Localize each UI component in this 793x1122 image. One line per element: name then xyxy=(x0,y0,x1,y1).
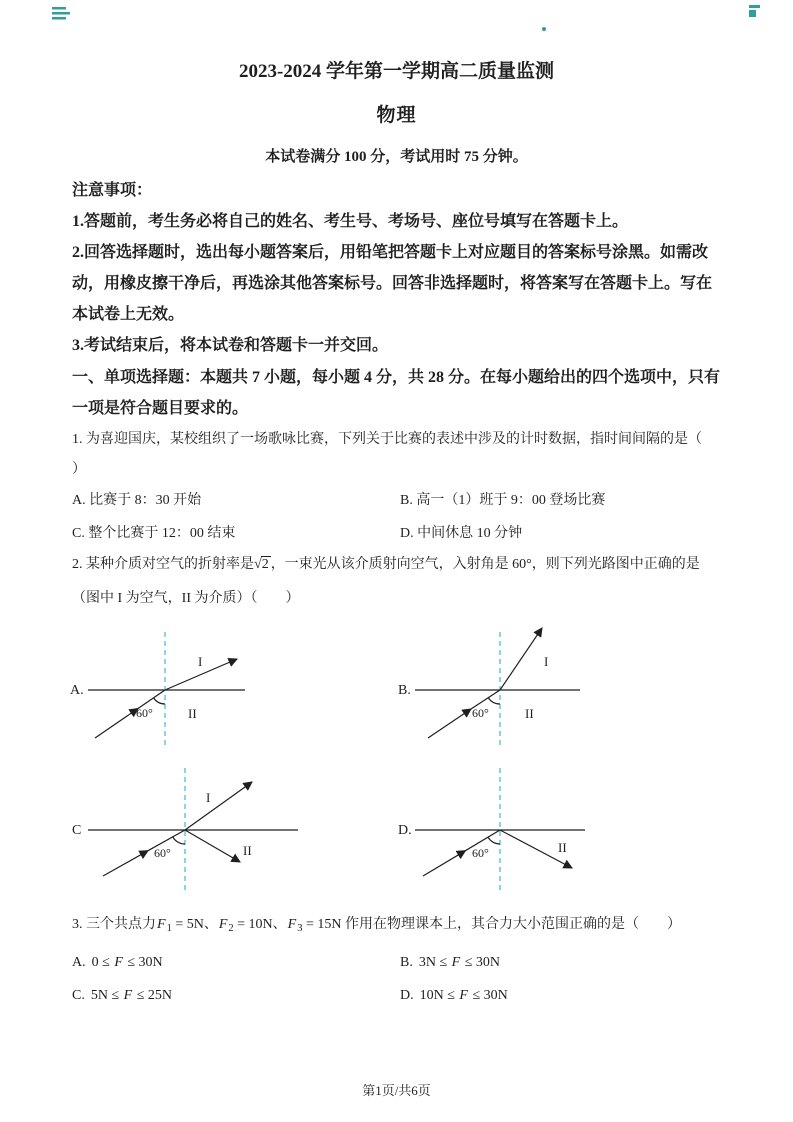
section-heading-line-1: 一、单项选择题：本题共 7 小题，每小题 4 分，共 28 分。在每小题给出的四个选项中，只有 xyxy=(72,369,721,386)
angle-arc xyxy=(154,698,166,704)
force-value-2: = 10N、 xyxy=(233,917,287,932)
region-ii-label: II xyxy=(188,706,197,721)
incident-ray xyxy=(103,851,148,876)
q3-suffix: 作用在物理课本上，其合力大小范围正确的是（ ） xyxy=(344,917,681,932)
diagram-d-label: D. xyxy=(398,823,412,838)
region-i-label: I xyxy=(198,654,203,669)
q3-option-d-before: 10N ≤ xyxy=(419,988,459,1003)
notice-item-1: 1.答题前，考生务必将自己的姓名、考生号、考场号、座位号填写在答题卡上。 xyxy=(72,213,629,230)
diagram-b-figure xyxy=(390,622,660,762)
q3-option-a-after: ≤ 30N xyxy=(123,955,163,970)
incident-ray xyxy=(423,851,465,876)
reflected-ray xyxy=(185,830,240,862)
angle-label: 60° xyxy=(472,846,489,860)
section-heading-line-2: 一项是符合题目要求的。 xyxy=(72,400,249,417)
diagram-c-label: C xyxy=(72,823,82,838)
notice-heading: 注意事项： xyxy=(72,182,153,199)
force-subscript-2: 2 xyxy=(228,923,234,934)
force-value-3: = 15N xyxy=(302,917,345,932)
force-subscript-1: 1 xyxy=(166,923,172,934)
refracted-ray xyxy=(500,628,542,690)
question-3-text xyxy=(72,916,728,936)
page-number: 第1页/共6页 xyxy=(362,1083,431,1098)
diagram-option-c xyxy=(60,762,370,902)
region-i-label: I xyxy=(206,790,211,805)
incident-ray xyxy=(428,709,471,738)
resultant-force-symbol: F xyxy=(123,988,133,1003)
force-subscript-3: 3 xyxy=(297,923,303,934)
question-2-text-line-2: （图中 I 为空气，II 为介质）（ ） xyxy=(72,591,300,606)
q3-option-a xyxy=(72,954,163,972)
question-1-text-line-1: 1. 为喜迎国庆，某校组织了一场歌咏比赛，下列关于比赛的表述中涉及的计时数据，指时间间隔的是（ xyxy=(72,432,702,447)
radical-sign: √ xyxy=(254,557,262,572)
diagram-b-label: B. xyxy=(398,683,411,698)
angle-label: 60° xyxy=(136,706,153,720)
resultant-force-symbol: F xyxy=(114,955,123,970)
page-title: 2023-2024 学年第一学期高二质量监测 xyxy=(238,61,555,82)
radicand: 2 xyxy=(261,557,269,572)
q3-option-c-label: C. xyxy=(72,988,85,1003)
exam-info: 本试卷满分 100 分，考试用时 75 分钟。 xyxy=(265,149,528,165)
force-symbol-1: F xyxy=(157,917,166,932)
diagram-c-figure xyxy=(60,762,360,902)
q3-option-b-label: B. xyxy=(400,955,413,970)
incident-ray xyxy=(95,709,138,739)
subject-title: 物理 xyxy=(376,105,417,126)
force-value-1: = 5N、 xyxy=(171,917,218,932)
diagram-a-figure xyxy=(60,622,330,762)
q3-option-b xyxy=(400,954,500,972)
angle-arc xyxy=(488,698,500,704)
resultant-force-symbol: F xyxy=(451,955,461,970)
diagram-option-d xyxy=(390,762,700,902)
force-symbol-2: F xyxy=(218,917,228,932)
notice-item-2-line-3: 本试卷上无效。 xyxy=(72,306,185,323)
force-symbol-3: F xyxy=(287,917,297,932)
q3-option-a-before: 0 ≤ xyxy=(91,955,114,970)
q1-option-b: B. 高一（1）班于 9：00 登场比赛 xyxy=(400,493,606,508)
diagram-option-b xyxy=(390,622,700,762)
q1-option-c: C. 整个比赛于 12：00 结束 xyxy=(72,526,236,541)
scan-artifact-top-left xyxy=(52,6,72,22)
q3-option-c xyxy=(72,987,172,1005)
region-ii-label: II xyxy=(558,840,567,855)
angle-label: 60° xyxy=(154,846,171,860)
notice-item-2-line-2: 动，用橡皮擦干净后，再选涂其他答案标号。回答非选择题时，将答案写在答题卡上。写在 xyxy=(72,275,713,292)
angle-label: 60° xyxy=(472,706,489,720)
q3-option-b-after: ≤ 30N xyxy=(461,955,500,970)
q3-option-a-label: A. xyxy=(72,955,86,970)
q2-text-part-1: 2. 某种介质对空气的折射率是 xyxy=(72,557,254,572)
q2-text-part-2: ，一束光从该介质射向空气，入射角是 60°，则下列光路图中正确的是 xyxy=(270,557,700,572)
q3-option-d-after: ≤ 30N xyxy=(468,988,508,1003)
angle-arc xyxy=(173,837,185,844)
refracted-ray xyxy=(185,782,252,830)
region-ii-label: II xyxy=(243,843,252,858)
q1-option-d: D. 中间休息 10 分钟 xyxy=(400,526,523,541)
notice-item-3: 3.考试结束后，将本试卷和答题卡一并交回。 xyxy=(72,337,389,354)
region-ii-label: II xyxy=(525,706,534,721)
region-i-label: I xyxy=(544,654,549,669)
sqrt-2-expression xyxy=(254,557,271,572)
q3-option-c-before: 5N ≤ xyxy=(90,988,123,1003)
scan-artifact-top-right xyxy=(748,4,762,18)
q1-option-a: A. 比赛于 8：30 开始 xyxy=(72,493,202,508)
notice-item-2-line-1: 2.回答选择题时，选出每小题答案后，用铅笔把答题卡上对应题目的答案标号涂黑。如需改 xyxy=(72,244,709,261)
question-1-text-line-2: ） xyxy=(72,462,86,477)
q3-prefix: 3. 三个共点力 xyxy=(72,917,156,932)
q3-option-d xyxy=(400,987,508,1005)
q3-option-d-label: D. xyxy=(400,988,414,1003)
diagram-option-a xyxy=(60,622,370,762)
question-2-text-line-1 xyxy=(72,556,728,574)
scan-artifact-dot xyxy=(541,26,547,32)
q3-option-c-after: ≤ 25N xyxy=(133,988,172,1003)
diagram-a-label: A. xyxy=(70,683,84,698)
q3-option-b-before: 3N ≤ xyxy=(418,955,451,970)
diagram-d-figure xyxy=(390,762,660,902)
angle-arc xyxy=(488,837,500,844)
resultant-force-symbol: F xyxy=(459,988,468,1003)
